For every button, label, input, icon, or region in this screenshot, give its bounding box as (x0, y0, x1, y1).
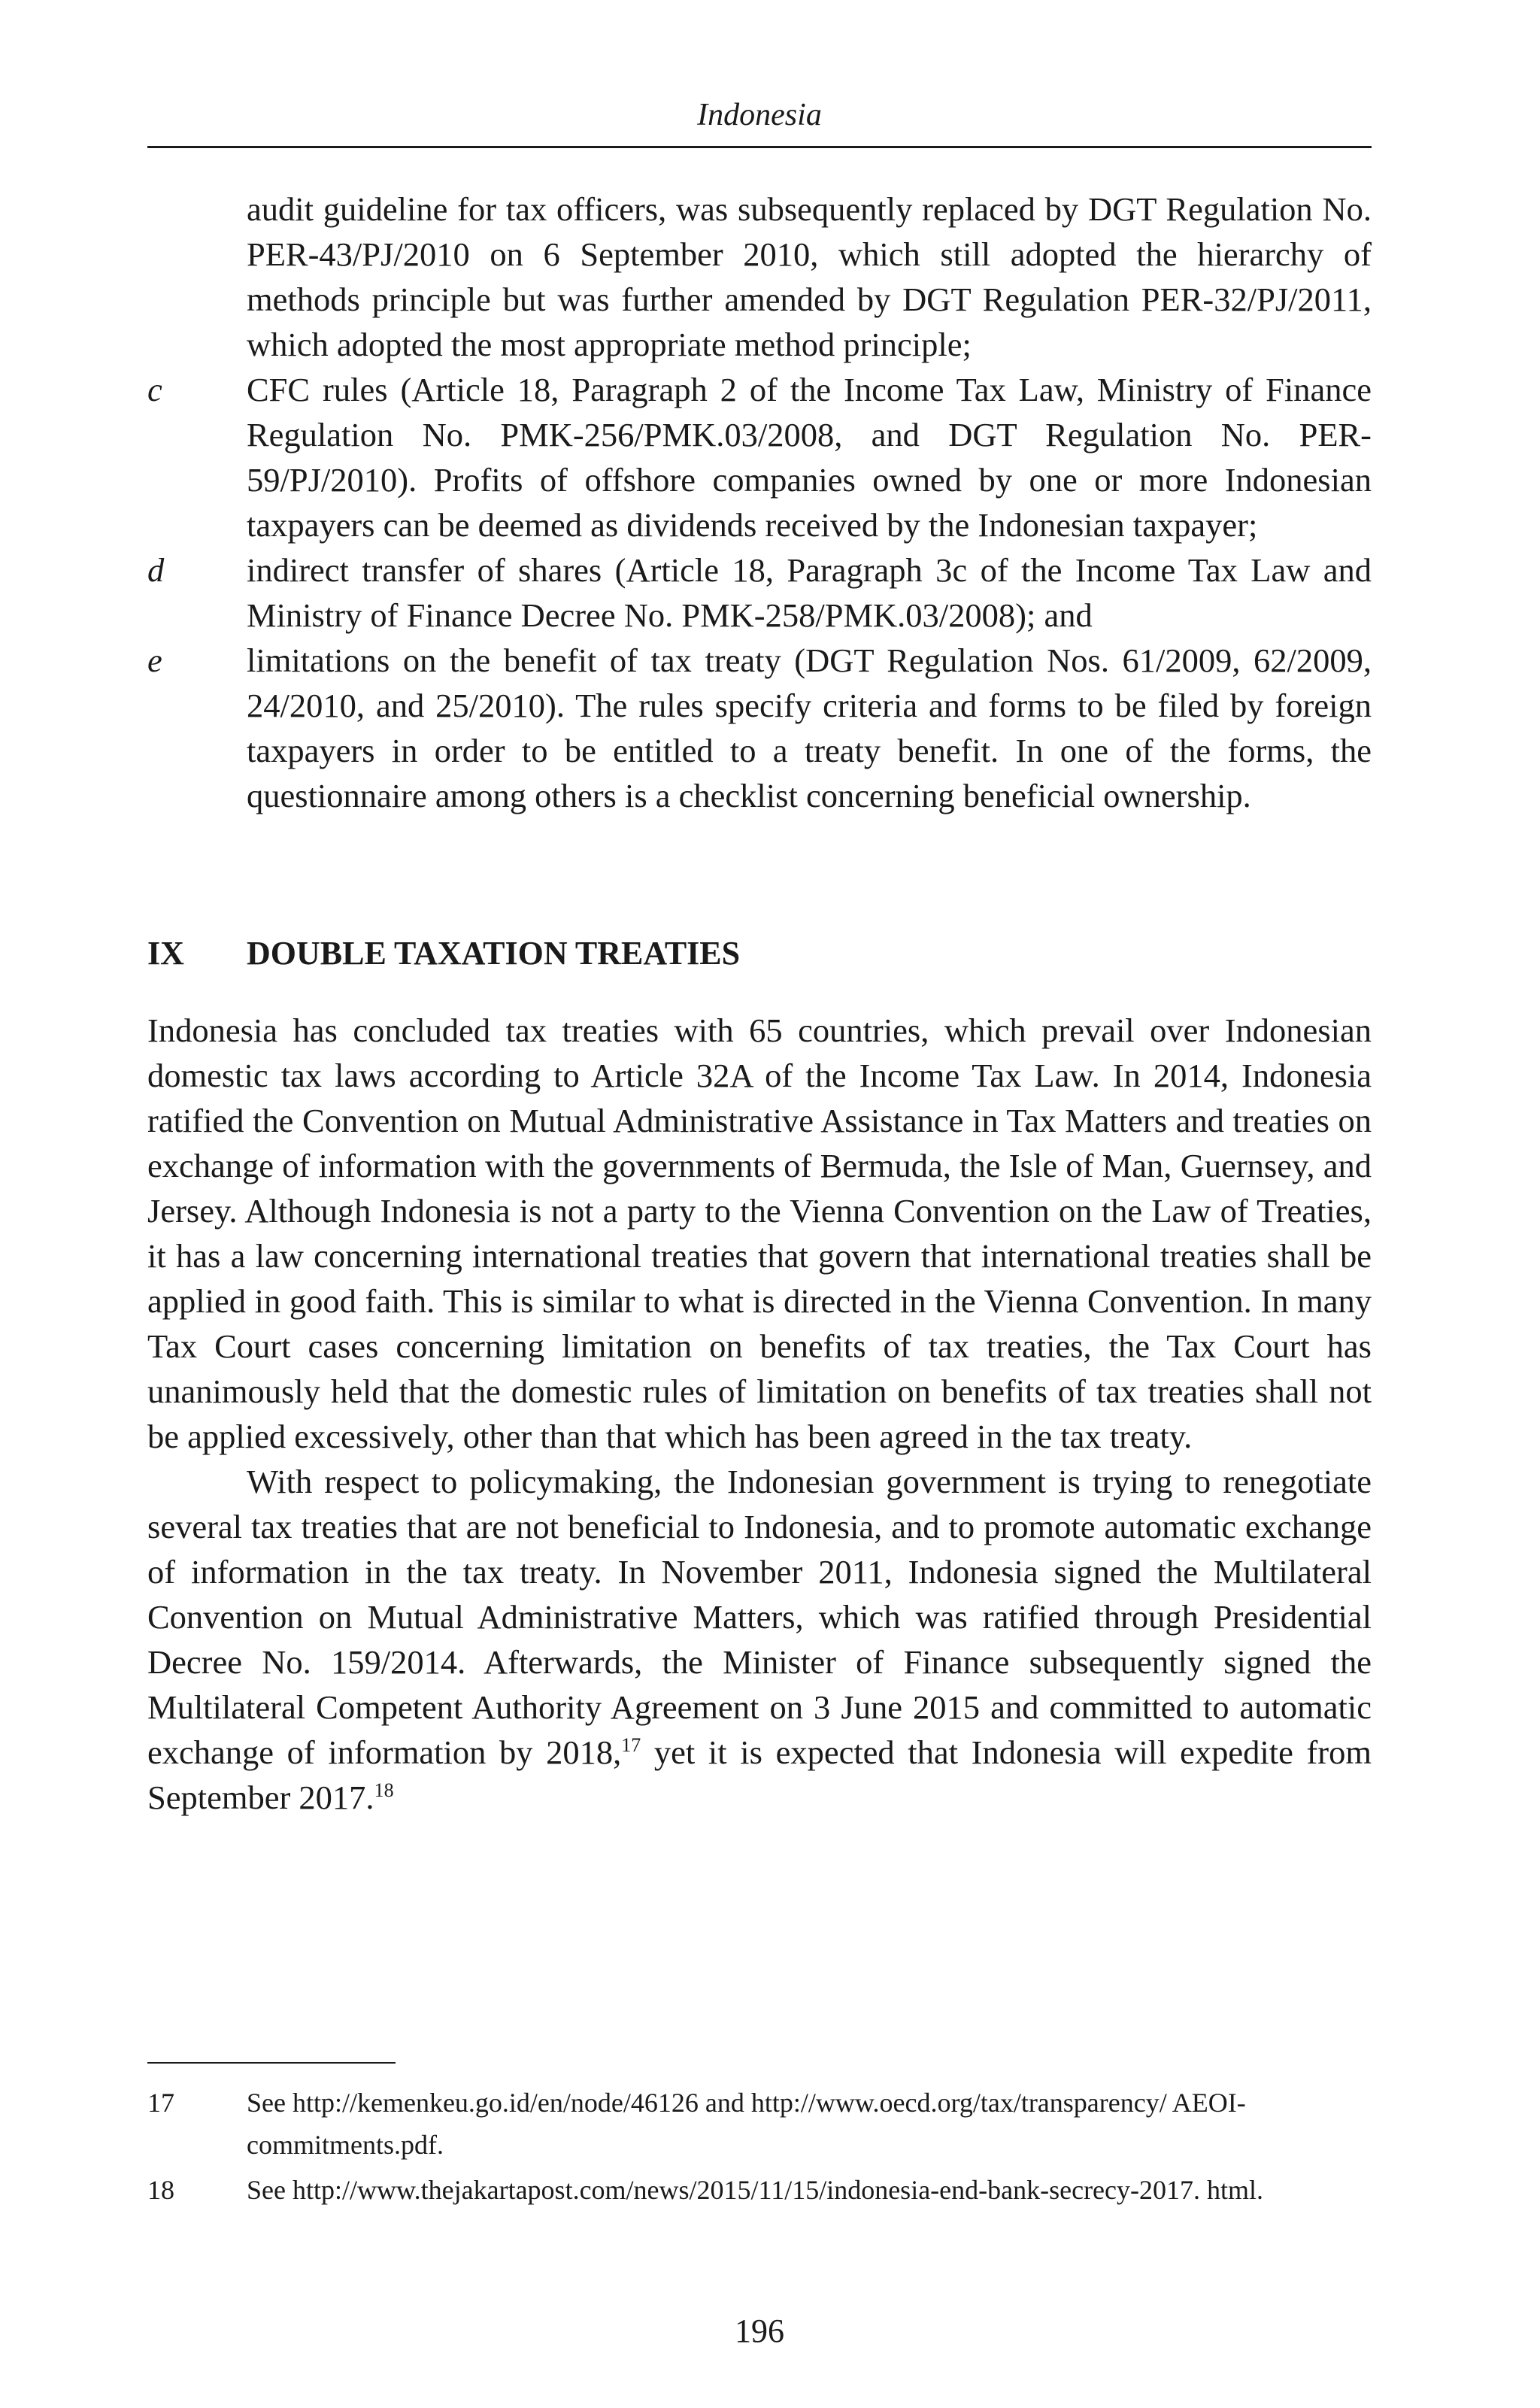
list-item-text: indirect transfer of shares (Article 18, Paragraph 3c of the Income Tax Law and Ministry of Finance Decree No. PMK-258/PMK.03/2008); and (247, 551, 1372, 634)
section-heading (147, 931, 1372, 976)
footnote-text: See http://www.thejakartapost.com/news/2015/11/15/indonesia-end-bank-secrecy-2017. html. (247, 2175, 1264, 2205)
book-page (147, 0, 1372, 2408)
list-item-text: audit guideline for tax officers, was subsequently replaced by DGT Regulation No. PER-43/PJ/2010 on 6 September 2010, which still adopted the hierarchy of methods principle but was further amended by DGT Regulation PER-32/PJ/2011, which adopted the most appropriate method principle; (247, 190, 1372, 363)
footnote-number: 17 (147, 2088, 174, 2118)
list-marker: e (147, 641, 162, 679)
paragraph-text: yet it is expected that Indonesia will expedite from September 2017. (147, 1733, 1372, 1816)
list-item-e (147, 638, 1372, 818)
list-item-text: limitations on the benefit of tax treaty (DGT Regulation Nos. 61/2009, 62/2009, 24/2010, and 25/2010). The rules specify criteria and forms to be filed by foreign taxpayers in order to be entitled to a treaty benefit. In one of the forms, the questionnaire among others is a checklist concerning beneficial ownership. (247, 641, 1372, 814)
paragraph-text: With respect to policymaking, the Indonesian government is trying to renegotiate several tax treaties that are not beneficial to Indonesia, and to promote automatic exchange of information in the tax treaty. In November 2011, Indonesia signed the Multilateral Convention on Mutual Administrative Matters, which was ratified through Presidential Decree No. 159/2014. Afterwards, the Minister of Finance subsequently signed the Multilateral Competent Authority Agreement on 3 June 2015 and committed to automatic exchange of information by 2018, (147, 1463, 1372, 1771)
footnote (147, 2169, 1372, 2211)
list-item-d (147, 547, 1372, 638)
footnote-number: 18 (147, 2175, 174, 2205)
footnotes (147, 2082, 1372, 2214)
header-rule (147, 146, 1372, 148)
footnote-text: See http://kemenkeu.go.id/en/node/46126 and http://www.oecd.org/tax/transparency/ AEOI-commitments.pdf. (247, 2088, 1246, 2160)
section-body (147, 1008, 1372, 1820)
footnote-reference[interactable]: 17 (621, 1734, 641, 1756)
page-number: 196 (735, 2312, 784, 2349)
section-number: IX (147, 935, 184, 972)
paragraph (147, 1459, 1372, 1820)
list-item-continuation (147, 187, 1372, 367)
section-title: DOUBLE TAXATION TREATIES (247, 935, 741, 972)
footnote-reference[interactable]: 18 (374, 1779, 394, 1801)
paragraph: Indonesia has concluded tax treaties with 65 countries, which prevail over Indonesian domestic tax laws according to Article 32A of the Income Tax Law. In 2014, Indonesia ratified the Convention on Mutual Administrative Assistance in Tax Matters and treaties on exchange of information with the governments of Bermuda, the Isle of Man, Guernsey, and Jersey. Although Indonesia is not a party to the Vienna Convention on the Law of Treaties, it has a law concerning international treaties that govern that international treaties shall be applied in good faith. This is similar to what is directed in the Vienna Convention. In many Tax Court cases concerning limitation on benefits of tax treaties, the Tax Court has unanimously held that the domestic rules of limitation on benefits of tax treaties shall not be applied excessively, other than that which has been agreed in the tax treaty. (147, 1011, 1372, 1455)
list-marker: c (147, 371, 162, 408)
footnote (147, 2082, 1372, 2166)
footnote-separator (147, 2062, 396, 2064)
list-item-c (147, 367, 1372, 547)
enumerated-list (147, 187, 1372, 818)
running-header-title: Indonesia (697, 98, 822, 132)
list-marker: d (147, 551, 165, 589)
list-item-text: CFC rules (Article 18, Paragraph 2 of the Income Tax Law, Ministry of Finance Regulation No. PMK-256/PMK.03/2008, and DGT Regulation No. PER-59/PJ/2010). Profits of offshore companies owned by one or more Indonesian taxpayers can be deemed as dividends received by the Indonesian taxpayer; (247, 371, 1372, 544)
